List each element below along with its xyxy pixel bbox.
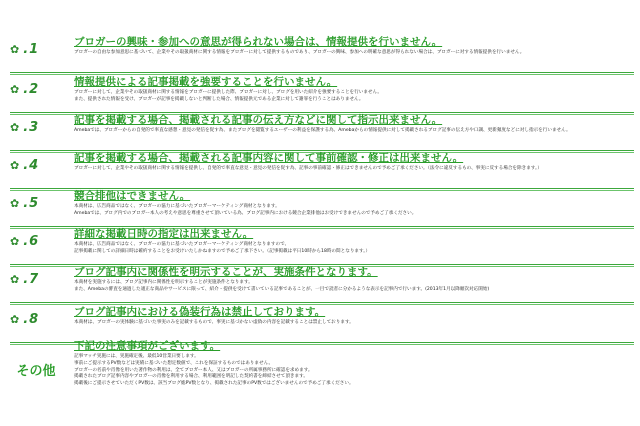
other-description-line: 掲載されたブログ記事内容やブロガーの肖像を利用する場合、利用範囲を明記した契約書を締結させて頂きます。: [74, 374, 308, 380]
rule-title: ブロガーの興味・参加への意思が得られない場合は、情報提供を行いません。: [74, 36, 443, 48]
flower-icon: ✿: [10, 121, 21, 134]
rule-content: [74, 36, 632, 57]
rule-title: 詳細な掲載日時の指定は出来ません。: [74, 228, 254, 240]
rule-item: [0, 306, 640, 344]
rule-number: ✿ .3: [10, 120, 40, 135]
rule-description: [74, 90, 632, 103]
other-content: [74, 340, 632, 388]
flower-icon: ✿: [10, 235, 21, 248]
rule-description-line: Amebaでは、ブログ内でのブロガー本人の考えや意思を尊重させて頂いている為、ブログ記事内における競合企業排他はお受けできませんので予めご了承ください。: [74, 210, 417, 216]
rule-number: ✿ .6: [10, 234, 40, 249]
other-description: [74, 354, 632, 388]
rule-content: [74, 190, 632, 217]
rule-divider: [10, 72, 634, 75]
rule-title: 記事を掲載する場合、掲載される記事内容に関して事前確認・修正は出来ません。: [74, 152, 464, 164]
rule-number-value: 5: [29, 196, 40, 211]
rule-item: [0, 228, 640, 266]
rule-number: ✿ .5: [10, 196, 40, 211]
rule-description: [74, 280, 632, 293]
rule-title: ブログ記事内に関係性を明示することが、実施条件となります。: [74, 266, 378, 278]
rule-item: [0, 266, 640, 304]
rule-description: [74, 128, 632, 135]
rule-description-line: また、Amebaの審査を通過した適正な商品やサービスに限って、紹介・提供を受けて書いている記事であることが、一目で読者に分かるような表示を記事内で行います。(2013年1月以降順次対応開始): [74, 286, 490, 292]
rule-number-value: 7: [29, 272, 40, 287]
flower-icon: ✿: [10, 83, 21, 96]
rule-content: [74, 114, 632, 135]
rule-description-line: Amebaでは、ブロガーからの自発的で率直な感想・意見の発信を促す為、またブログを閲覧するユーザーの利益を保護する為、Amebaからの情報提供に対して掲載されるブログ記事の伝え方や口調、更新頻度などに対し指示を行いません。: [74, 128, 571, 133]
other-description-line: 事前にご提示するPV数などは実績に基づいた想定数値で、これを保証するものではありません。: [74, 360, 274, 366]
rule-description-line: 本商材は、広告商品ではなく、ブロガーの協力に基づいたブロガーマーケティング商材となります。: [74, 204, 280, 209]
rule-number-value: 1: [29, 42, 40, 57]
rule-description-line: 本商材は、広告商品ではなく、ブロガーの協力に基づいたブロガーマーケティング商材となりますので、: [74, 242, 290, 247]
rule-item: [0, 190, 640, 228]
rule-item: [0, 76, 640, 114]
rule-number-value: 3: [29, 120, 40, 135]
flower-icon: ✿: [10, 273, 21, 286]
rule-description-line: ブロガーの自由な参加意思に基づいて、企業やその取扱商材に関する情報をブロガーに対して提供するものであり、ブロガーの興味、参加への明確な意思が得られない場合は、ブロガーに対する情報提供を行いません。: [74, 50, 525, 55]
rule-content: [74, 76, 632, 103]
rule-item: [0, 114, 640, 152]
flower-icon: ✿: [10, 43, 21, 56]
rule-content: [74, 266, 632, 293]
rule-content: [74, 228, 632, 255]
rule-number: ✿ .4: [10, 158, 40, 173]
rule-title: 競合排他はできません。: [74, 190, 191, 202]
rule-number-value: 8: [29, 312, 40, 327]
rule-number-value: 2: [29, 82, 40, 97]
rule-title: ブログ記事内における偽装行為は禁止しております。: [74, 306, 326, 318]
rule-description: [74, 166, 632, 173]
rule-item: [0, 152, 640, 190]
rule-number-value: 4: [29, 158, 40, 173]
other-label: その他: [16, 364, 56, 379]
rule-description-line: 記事掲載に関しての詳細日時は確約することをお受けいたしかねますので予めご了承下さい。（記事掲載は平日10時から18時の間となります。）: [74, 248, 371, 254]
other-title: 下記の注意事項がございます。: [74, 340, 221, 352]
rule-description: [74, 204, 632, 217]
rule-number: ✿ .8: [10, 312, 40, 327]
rule-description: [74, 242, 632, 255]
rule-item: [0, 36, 640, 74]
other-description-line: 掲載後にご提示させていただくPV数は、該当ブログ総PV数となり、掲載された記事のPV数ではございませんので予めご了承ください。: [74, 381, 354, 387]
flower-icon: ✿: [10, 197, 21, 210]
rule-title: 記事を掲載する場合、掲載される記事の伝え方などに関して指示出来ません。: [74, 114, 443, 126]
rule-divider: [10, 302, 634, 305]
other-description-line: 記事マッチ実施には、実施確定後、最低10営業日要します。: [74, 354, 199, 359]
rule-description: [74, 50, 632, 57]
rule-number: ✿ .7: [10, 272, 40, 287]
rule-description-line: 本商材を実施するには、ブログ記事内に関係性を明示することが実施条件となります。: [74, 280, 253, 285]
rule-description-line: ブロガーに対して、企業やその取扱商材に関する情報を提供し、自発的で率直な意見・意見の発信を促す為、記事の事前確認・修正はできませんので予めご了承ください。（法令に違反するもの、事実に反する場合を除きます。）: [74, 166, 542, 171]
rule-title: 情報提供による記事掲載を強要することを行いません。: [74, 76, 338, 88]
rule-number: ✿ .2: [10, 82, 40, 97]
flower-icon: ✿: [10, 313, 21, 326]
rule-content: [74, 306, 632, 327]
flower-icon: ✿: [10, 159, 21, 172]
rule-content: [74, 152, 632, 173]
rule-number: ✿ .1: [10, 42, 40, 57]
rule-description-line: ブロガーに対して、企業やその取扱商材に関する情報をブロガーに提供した際、ブロガーに対し、ブログを用いた紹介を強要することを行いません。: [74, 90, 382, 95]
rule-description-line: また、提供された情報を受け、ブロガーが記事を掲載しないと判断した場合、情報提供元である企業に対して謝罪を行うことはありません。: [74, 96, 364, 102]
other-description-line: ブロガーの名前や肖像を用いた著作物の利用は、全てブロガー本人、又はブロガーの所属事務所に確認を求めます。: [74, 367, 313, 373]
rule-description-line: 本商材は、ブロガーの実体験に基づいた事実のみを記載するもので、事実に基づかない虚偽の内容を記載することは禁止しております。: [74, 320, 354, 325]
other-section: [0, 340, 640, 422]
rule-number-value: 6: [29, 234, 40, 249]
rule-description: [74, 320, 632, 327]
